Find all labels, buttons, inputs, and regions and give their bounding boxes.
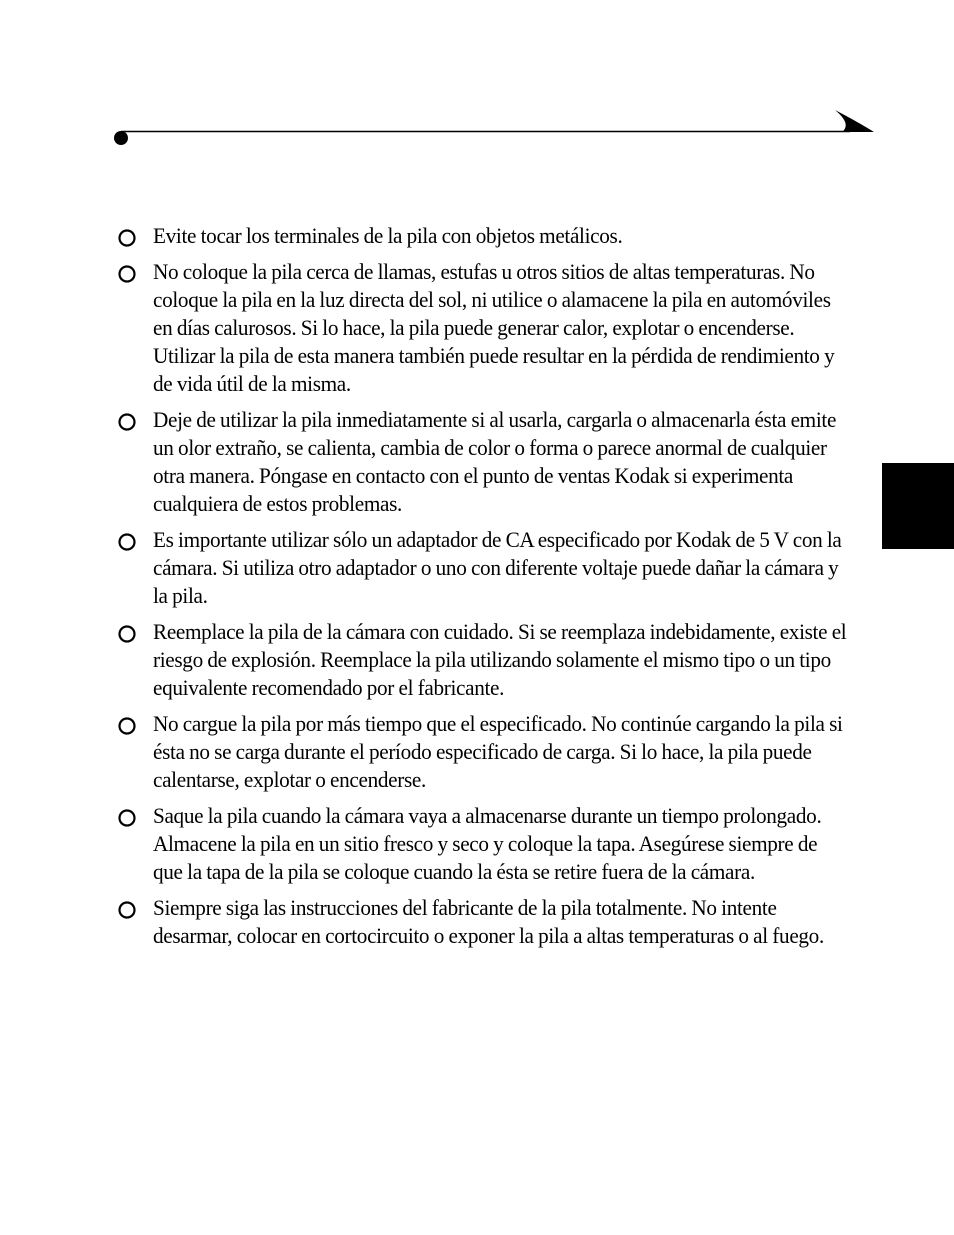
list-item-text: Deje de utilizar la pila inmediatamente si al usarla, cargarla o almacenarla ésta emite un olor extraño, se calienta, cambia de color o forma o parece anormal de cualquier otra manera. Póngase en contacto con el punto de ventas Kodak si experimenta cualquiera de estos problemas. [153,407,837,516]
hollow-circle-bullet-icon [114,258,153,286]
chapter-side-tab [882,463,954,549]
list-item [114,710,874,794]
hollow-circle-bullet-icon [114,894,153,922]
hollow-circle-bullet-icon [114,406,153,434]
list-item [114,406,874,518]
safety-bullet-list [114,222,874,958]
list-item [114,222,874,250]
hollow-circle-bullet-icon [114,526,153,554]
hollow-circle-bullet-icon [114,222,153,250]
list-item [114,258,874,398]
header-rule-arrow-icon [110,108,878,148]
list-item [114,894,874,950]
list-item-text: Reemplace la pila de la cámara con cuidado. Si se reemplaza indebidamente, existe el riesgo de explosión. Reemplace la pila utilizando solamente el mismo tipo o un tipo equivalente recomendado por el fabricante. [153,619,847,700]
list-item-text: Evite tocar los terminales de la pila con objetos metálicos. [153,223,623,248]
list-item-text: Siempre siga las instrucciones del fabricante de la pila totalmente. No intente desarmar, colocar en cortocircuito o exponer la pila a altas temperaturas o al fuego. [153,895,824,948]
list-item-text: Es importante utilizar sólo un adaptador de CA especificado por Kodak de 5 V con la cámara. Si utiliza otro adaptador o uno con diferente voltaje puede dañar la cámara y la pila. [153,527,842,608]
hollow-circle-bullet-icon [114,710,153,738]
list-item-text: No coloque la pila cerca de llamas, estufas u otros sitios de altas temperaturas. No coloque la pila en la luz directa del sol, ni utilice o alamacene la pila en automóviles en días calurosos. Si lo hace, la pila puede generar calor, explotar o encenderse. Utilizar la pila de esta manera también puede resultar en la pérdida de rendimiento y de vida útil de la misma. [153,259,835,396]
hollow-circle-bullet-icon [114,618,153,646]
hollow-circle-bullet-icon [114,802,153,830]
list-item-text: No cargue la pila por más tiempo que el especificado. No continúe cargando la pila si ésta no se carga durante el período especificado de carga. Si lo hace, la pila puede calentarse, explotar o encenderse. [153,711,843,792]
list-item [114,526,874,610]
list-item [114,618,874,702]
list-item [114,802,874,886]
list-item-text: Saque la pila cuando la cámara vaya a almacenarse durante un tiempo prolongado. Almacene la pila en un sitio fresco y seco y coloque la tapa. Asegúrese siempre de que la tapa de la pila se coloque cuando la ésta se retire fuera de la cámara. [153,803,822,884]
